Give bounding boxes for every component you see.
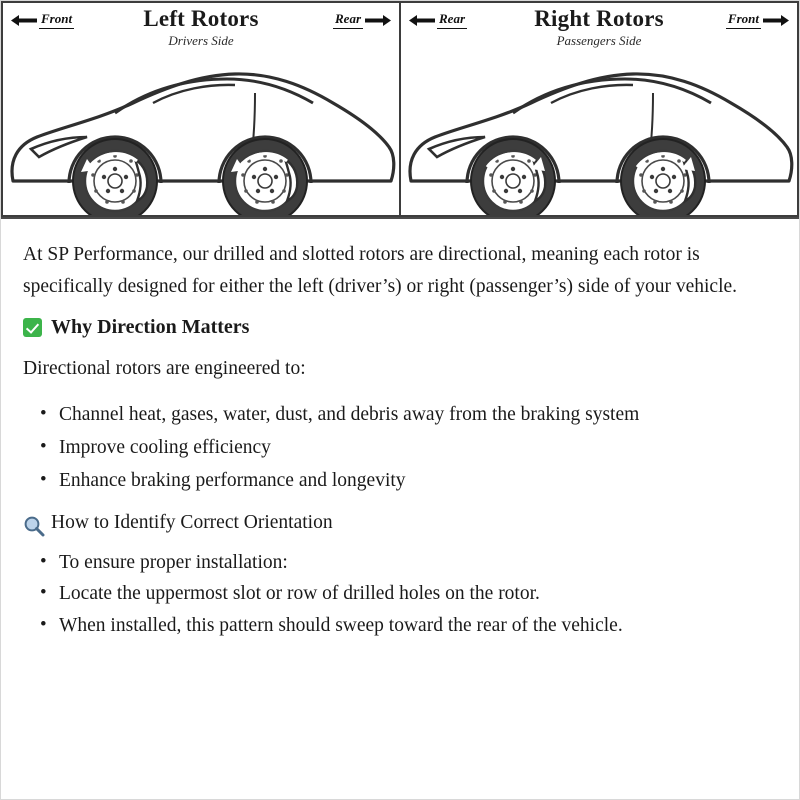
green-check-icon xyxy=(23,318,42,337)
left-front-rotation-label: Rotation xyxy=(258,105,295,135)
left-panel-rear-tag xyxy=(333,11,391,29)
list-item: • Enhance braking performance and longevity xyxy=(57,465,777,496)
right-side-car-illustration xyxy=(401,41,797,217)
list-item: • Improve cooling efficiency xyxy=(57,432,777,463)
left-side-car-illustration xyxy=(3,41,399,217)
left-rear-rotation-label: Rotation xyxy=(149,105,186,135)
right-rear-wheel xyxy=(471,139,555,217)
right-panel-subtitle: Passengers Side xyxy=(556,33,642,48)
left-rear-wheel xyxy=(73,139,157,217)
right-rear-rotation-label: Rotation xyxy=(547,105,584,135)
rotor-orientation-diagram xyxy=(1,1,799,219)
left-panel-subtitle: Drivers Side xyxy=(168,33,234,48)
right-front-rotation-label: Rotation xyxy=(656,105,693,135)
why-direction-matters-heading xyxy=(23,316,777,339)
list-item: • When installed, this pattern should sweep toward the rear of the vehicle. xyxy=(57,610,777,641)
magnifier-icon xyxy=(23,515,45,537)
right-arrow-icon xyxy=(763,14,789,27)
list-item: • Locate the uppermost slot or row of drilled holes on the rotor. xyxy=(57,578,777,609)
right-front-wheel xyxy=(621,139,705,217)
left-panel-title: Left Rotors xyxy=(143,6,259,31)
left-arrow-icon xyxy=(11,14,37,27)
identify-orientation-heading xyxy=(23,512,777,537)
engineered-lead-paragraph: Directional rotors are engineered to: xyxy=(23,358,306,380)
why-direction-matters-label: Why Direction Matters xyxy=(51,316,250,339)
left-front-wheel xyxy=(223,139,307,217)
right-rotors-panel xyxy=(400,1,799,217)
left-panel-rear-label: Rear xyxy=(333,11,363,29)
right-panel-rear-label: Rear xyxy=(437,11,467,29)
intro-paragraph: At SP Performance, our drilled and slotted rotors are directional, meaning each rotor is specifically designed for either the left (driver’s) or right (passenger’s) side of your vehicle. xyxy=(23,244,738,297)
list-item: • To ensure proper installation: xyxy=(57,547,777,578)
identify-steps-list xyxy=(23,547,777,641)
identify-orientation-label: How to Identify Correct Orientation xyxy=(51,512,333,534)
right-arrow-icon xyxy=(365,14,391,27)
list-item: • Channel heat, gases, water, dust, and debris away from the braking system xyxy=(57,399,777,430)
article-body xyxy=(1,219,799,641)
right-panel-front-label: Front xyxy=(726,11,761,29)
left-panel-front-label: Front xyxy=(39,11,74,29)
right-panel-rear-tag xyxy=(409,11,467,29)
engineered-benefits-list xyxy=(23,399,777,497)
left-arrow-icon xyxy=(409,14,435,27)
right-panel-front-tag xyxy=(726,11,789,29)
left-rotors-panel xyxy=(1,1,400,217)
left-panel-front-tag xyxy=(11,11,74,29)
right-panel-title: Right Rotors xyxy=(534,6,664,31)
